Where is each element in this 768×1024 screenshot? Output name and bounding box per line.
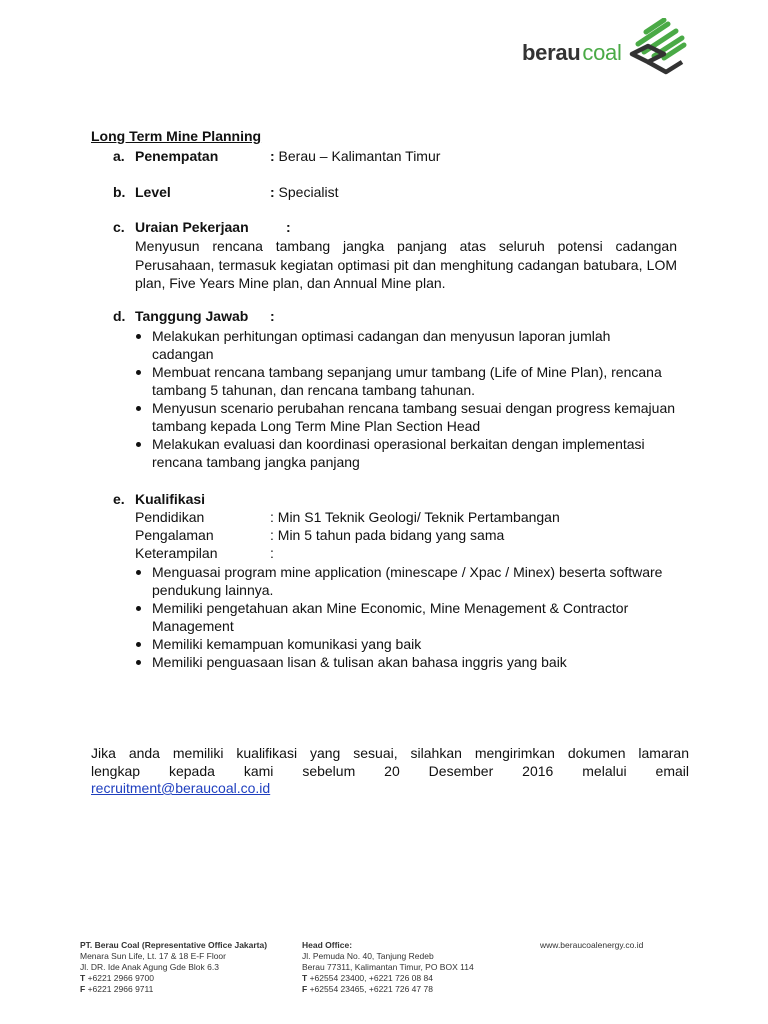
fax-label: F (302, 984, 308, 994)
section-colon: : (270, 308, 275, 324)
penempatan-value: Berau – Kalimantan Timur (274, 148, 441, 164)
keterampilan-list (135, 563, 675, 671)
footer-jakarta-office (80, 940, 267, 995)
berau-coal-logo-mark-icon (624, 18, 690, 82)
section-colon: : (270, 148, 275, 164)
section-letter: b. (113, 184, 126, 200)
section-colon: : (286, 219, 291, 235)
logo-word-coal: coal (582, 40, 622, 65)
section-label: Penempatan (135, 148, 219, 164)
closing-line-2: lengkap kepada kami sebelum 20 Desember 2016 melalui email (91, 763, 689, 779)
berau-coal-logo (522, 18, 692, 82)
footer-line: Berau 77311, Kalimantan Timur, PO BOX 114 (302, 962, 474, 972)
keterampilan-label: Keterampilan (135, 545, 218, 561)
section-value (270, 148, 440, 164)
list-item: Menguasai program mine application (minescape / Xpac / Minex) beserta software pendukung lainnya. (135, 563, 675, 599)
section-label: Uraian Pekerjaan (135, 219, 249, 235)
section-label: Kualifikasi (135, 491, 206, 507)
section-label: Tanggung Jawab (135, 308, 249, 324)
job-title: Long Term Mine Planning (91, 128, 262, 144)
logo-wordmark (522, 40, 622, 66)
recruitment-email-link[interactable]: recruitment@beraucoal.co.id (91, 780, 271, 796)
logo-word-berau: berau (522, 40, 581, 65)
footer-head-office (302, 940, 474, 995)
footer-fax (302, 984, 474, 995)
section-letter: d. (113, 308, 126, 324)
keterampilan-value: : (270, 545, 274, 561)
footer-website[interactable]: www.beraucoalenergy.co.id (540, 940, 644, 950)
phone-value: +6221 2966 9700 (85, 973, 154, 983)
fax-value: +6221 2966 9711 (85, 984, 154, 994)
list-item: Memiliki penguasaan lisan & tulisan akan bahasa inggris yang baik (135, 653, 675, 671)
pengalaman-label: Pengalaman (135, 527, 214, 543)
list-item: Memiliki kemampuan komunikasi yang baik (135, 635, 675, 653)
footer-heading: PT. Berau Coal (Representative Office Jakarta) (80, 940, 268, 950)
section-letter: c. (113, 219, 125, 235)
footer-phone (80, 973, 267, 984)
list-item: Membuat rencana tambang sepanjang umur tambang (Life of Mine Plan), rencana tambang 5 tahunan, dan rencana tambang tahunan. (135, 363, 675, 399)
footer-line: Jl. Pemuda No. 40, Tanjung Redeb (302, 951, 434, 961)
pengalaman-value: : Min 5 tahun pada bidang yang sama (270, 527, 505, 543)
footer-heading: Head Office: (302, 940, 353, 950)
closing-line-1: Jika anda memiliki kualifikasi yang sesuai, silahkan mengirimkan dokumen lamaran (91, 745, 689, 761)
fax-value: +62554 23465, +6221 726 47 78 (307, 984, 433, 994)
footer-phone (302, 973, 474, 984)
section-letter: a. (113, 148, 125, 164)
footer-line: Menara Sun Life, Lt. 17 & 18 E-F Floor (80, 951, 226, 961)
uraian-pekerjaan-text: Menyusun rencana tambang jangka panjang atas seluruh potensi cadangan Perusahaan, termasuk kegiatan optimasi pit dan menghitung cadangan batubara, LOM plan, Five Years Mine plan, dan Annual Mine plan. (135, 238, 677, 291)
section-letter: e. (113, 491, 125, 507)
level-value: Specialist (274, 184, 339, 200)
footer-line: Jl. DR. Ide Anak Agung Gde Blok 6.3 (80, 962, 219, 972)
pendidikan-label: Pendidikan (135, 509, 205, 525)
list-item: Menyusun scenario perubahan rencana tambang sesuai dengan progress kemajuan tambang kepada Long Term Mine Plan Section Head (135, 399, 675, 435)
list-item: Melakukan evaluasi dan koordinasi operasional berkaitan dengan implementasi rencana tambang jangka panjang (135, 435, 675, 471)
pendidikan-value: : Min S1 Teknik Geologi/ Teknik Pertambangan (270, 509, 560, 525)
list-item: Melakukan perhitungan optimasi cadangan dan menyusun laporan jumlah cadangan (135, 327, 675, 363)
section-value (270, 184, 338, 200)
phone-label: T (302, 973, 308, 983)
footer-fax (80, 984, 267, 995)
section-label: Level (135, 184, 171, 200)
list-item: Memiliki pengetahuan akan Mine Economic, Mine Menagement & Contractor Management (135, 599, 675, 635)
section-colon: : (270, 184, 275, 200)
phone-label: T (80, 973, 86, 983)
tanggung-jawab-list (135, 327, 675, 471)
fax-label: F (80, 984, 86, 994)
phone-value: +62554 23400, +6221 726 08 84 (307, 973, 433, 983)
